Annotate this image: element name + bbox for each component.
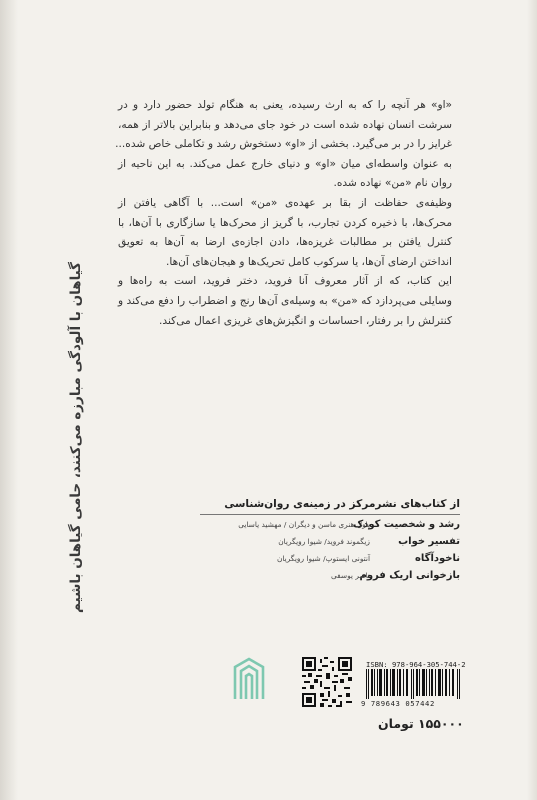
book-title: بازخوانی اریک فروم: [359, 570, 460, 581]
barcode-icon: [364, 669, 464, 699]
barcode-digits: 9 789643 057442: [361, 699, 435, 708]
publisher-logo-icon: [232, 656, 266, 702]
price: ۱۵۵۰۰۰ تومان: [378, 716, 464, 731]
related-books-heading: از کتاب‌های نشرمرکز در زمینه‌ی روان‌شناسی: [200, 498, 460, 515]
book-title: ناخودآگاه: [414, 553, 460, 564]
environment-slogan: گیاهان با آلودگی مبارزه می‌کنند، حامی گیاهان باشیم: [68, 262, 84, 613]
related-book-row: [200, 536, 460, 553]
book-authors: آنتونی ایستوپ/ شیوا رویگریان: [276, 554, 370, 563]
blurb-line: وسایلی می‌پردازد که «من» به وسیله‌ی آن‌ها رنج و اضطراب را دفع می‌کند و: [118, 294, 452, 307]
book-authors: پاول هنری ماسن و دیگران / مهشید یاسایی: [238, 520, 370, 529]
book-authors: زیگموند فروید/ شیوا رویگریان: [278, 537, 370, 546]
blurb-paragraph-2: [118, 194, 452, 272]
blurb-line: سرشت انسان نهاده شده است در خود جای می‌دهد و بنابراین بالاتر از همه،: [118, 118, 452, 131]
related-book-row: [200, 519, 460, 536]
book-title: رشد و شخصیت کودک: [352, 519, 460, 530]
blurb-line: «او» هر آنچه را که به ارث رسیده، یعنی به هنگام تولد حضور دارد و در: [118, 99, 452, 111]
blurb-line: به عنوان واسطه‌ای میان «او» و دنیای خارج عمل می‌کند. به این ناحیه از: [118, 157, 452, 170]
blurb-line: انداختن ارضای آن‌ها، یا سرکوب کامل تحریک‌ها و هیجان‌های آن‌ها.: [165, 255, 452, 268]
related-book-row: [200, 570, 460, 587]
related-book-row: [200, 553, 460, 570]
book-title: تفسیر خواب: [398, 536, 460, 547]
blurb-paragraph-1: [115, 96, 452, 194]
blurb-line: وظیفه‌ی حفاظت از بقا بر عهده‌ی «من» است... با آگاهی یافتن از: [118, 196, 452, 209]
blurb-line: روان نام «من» نهاده شده.: [333, 177, 452, 190]
blurb-line: غرایز را در بر می‌گیرد. بخشی از «او» دستخوش رشد و تکاملی خاص شده...: [115, 138, 452, 151]
blurb-line: کنترلش را بر رفتار، احساسات و انگیزش‌های غریزی اعمال می‌کند.: [159, 314, 452, 327]
blurb-line: این کتاب، که از آثار معروف آنا فروید، دختر فروید، است به راه‌ها و: [118, 275, 452, 288]
book-authors: ناصر یوسفی: [331, 571, 370, 580]
blurb-paragraph-3: [118, 272, 452, 331]
blurb-line: کنترل یافتن بر مطالبات غریزه‌ها، دادن اجازه‌ی ارضا به آن‌ها به تعویق: [118, 236, 452, 249]
qr-code-icon: [302, 657, 352, 707]
related-books: [200, 498, 460, 587]
isbn-label: ISBN: 978-964-305-744-2: [366, 660, 466, 669]
blurb-line: محرک‌ها، با ذخیره کردن تجارب، با گریز از محرک‌ها یا سازگاری با آن‌ها، با: [118, 216, 452, 229]
blurb: [115, 96, 452, 331]
